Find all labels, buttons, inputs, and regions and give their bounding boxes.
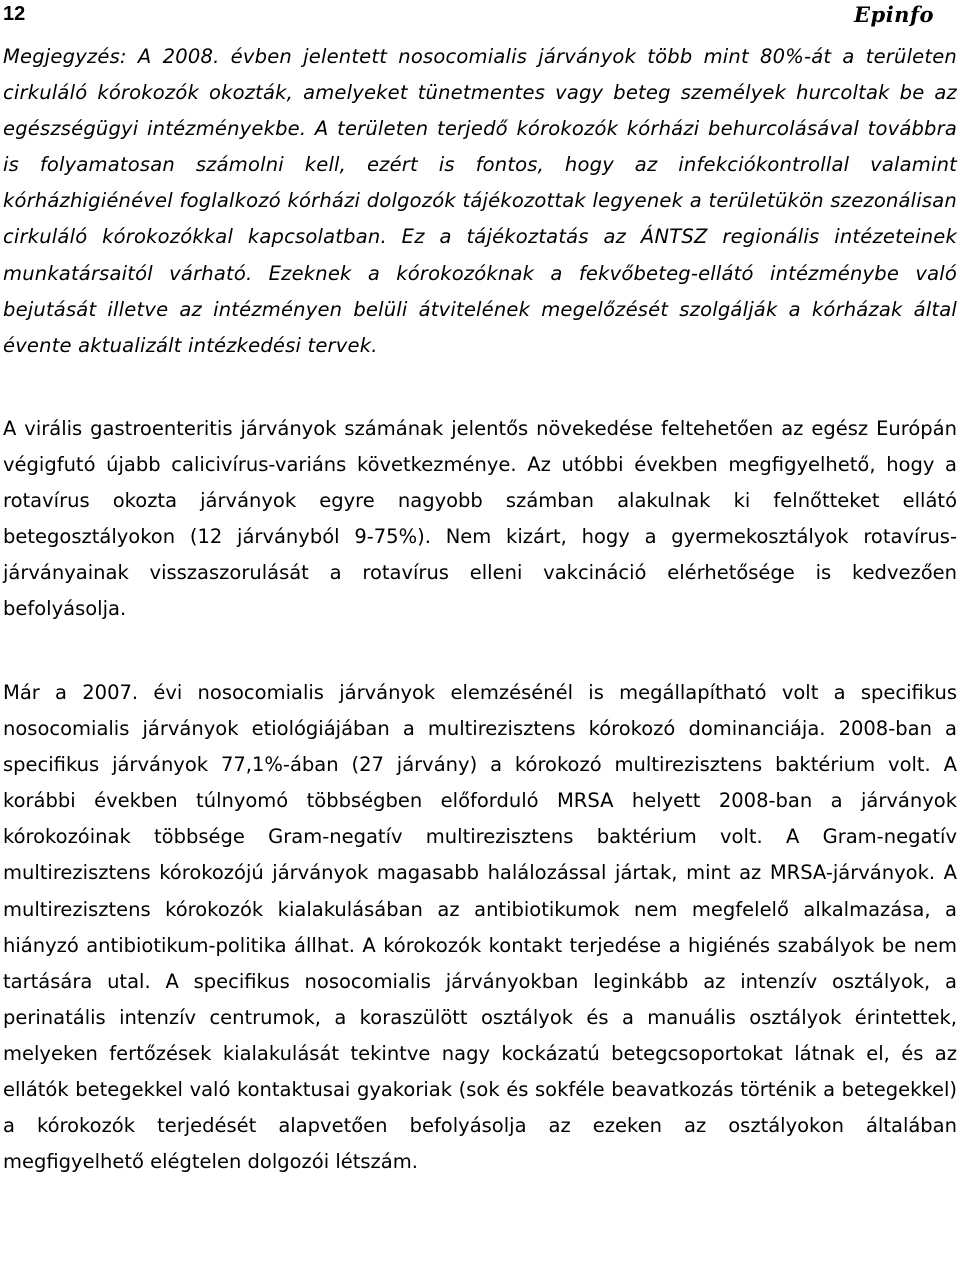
page-number: 12 xyxy=(3,3,26,25)
brand-logo: Epinfo xyxy=(854,2,934,27)
gastroenteritis-paragraph: A virális gastroenteritis járványok számának jelentős növekedése feltehetően az egész Európán végigfutó újabb calicivírus-variáns következménye. Az utóbbi években megfigyelhető, hogy a rotavírus okozta járványok egyre nagyobb számban alakulnak ki felnőtteket ellátó betegosztályokon (12 járványból 9-75%). Nem kizárt, hogy a gyermekosztályok rotavírus-járványainak visszaszorulását a rotavírus elleni vakcináció elérhetősége is kedvezően befolyásolja. xyxy=(3,417,957,621)
note-text: A 2008. évben jelentett nosocomialis járványok több mint 80%-át a területen cirkuláló kórokozók okozták, amelyeket tünetmentes vagy beteg személyek hurcoltak be az egészségügyi intézményekbe. A területen terjedő kórokozók kórházi behurcolásával továbbra is folyamatosan számolni kell, ezért is fontos, hogy az infekciókontrollal valamint kórházhigiénével foglalkozó kórházi dolgozók tájékozottak legyenek a területükön szezonálisan cirkuláló kórokozókkal kapcsolatban. Ez a tájékoztatás az ÁNTSZ regionális intézeteinek munkatársaitól várható. Ezeknek a kórokozóknak a fekvőbeteg-ellátó intézménybe való bejutását illetve az intézményen belüli átvitelének megelőzését szolgálják a kórházak által évente aktualizált intézkedési tervek. xyxy=(3,45,957,357)
multiresistant-paragraph: Már a 2007. évi nosocomialis járványok elemzésénél is megállapítható volt a specifikus nosocomialis járványok etiológiájában a multirezisztens kórokozó dominanciája. 2008-ban a specifikus járványok 77,1%-ában (27 járvány) a kórokozó multirezisztens baktérium volt. A korábbi években túlnyomó többségben előforduló MRSA helyett 2008-ban a járványok kórokozóinak többsége Gram-negatív multirezisztens baktérium volt. A Gram-negatív multirezisztens kórokozójú járványok magasabb halálozással jártak, mint az MRSA-járványok. A multirezisztens kórokozók kialakulásában az antibiotikumok nem megfelelő alkalmazása, a hiányzó antibiotikum-politika állhat. A kórokozók kontakt terjedése a higiénés szabályok be nem tartására utal. A specifikus nosocomialis járványokban leginkább az intenzív osztályok, a perinatális intenzív centrumok, a koraszülött osztályok és a manuális osztályok érintettek, melyeken fertőzések kialakulását tekintve nagy kockázatú betegcsoportokat látnak el, és az ellátók betegekkel való kontaktusai gyakoriak (sok és sokféle beavatkozás történik a betegekkel) a kórokozók terjedését alapvetően befolyásolja az ezeken az osztályokon általában megfigyelhető elégtelen dolgozói létszám. xyxy=(3,681,957,1174)
note-label: Megjegyzés: xyxy=(3,45,127,68)
note-paragraph xyxy=(3,39,957,364)
page-header xyxy=(0,0,960,36)
